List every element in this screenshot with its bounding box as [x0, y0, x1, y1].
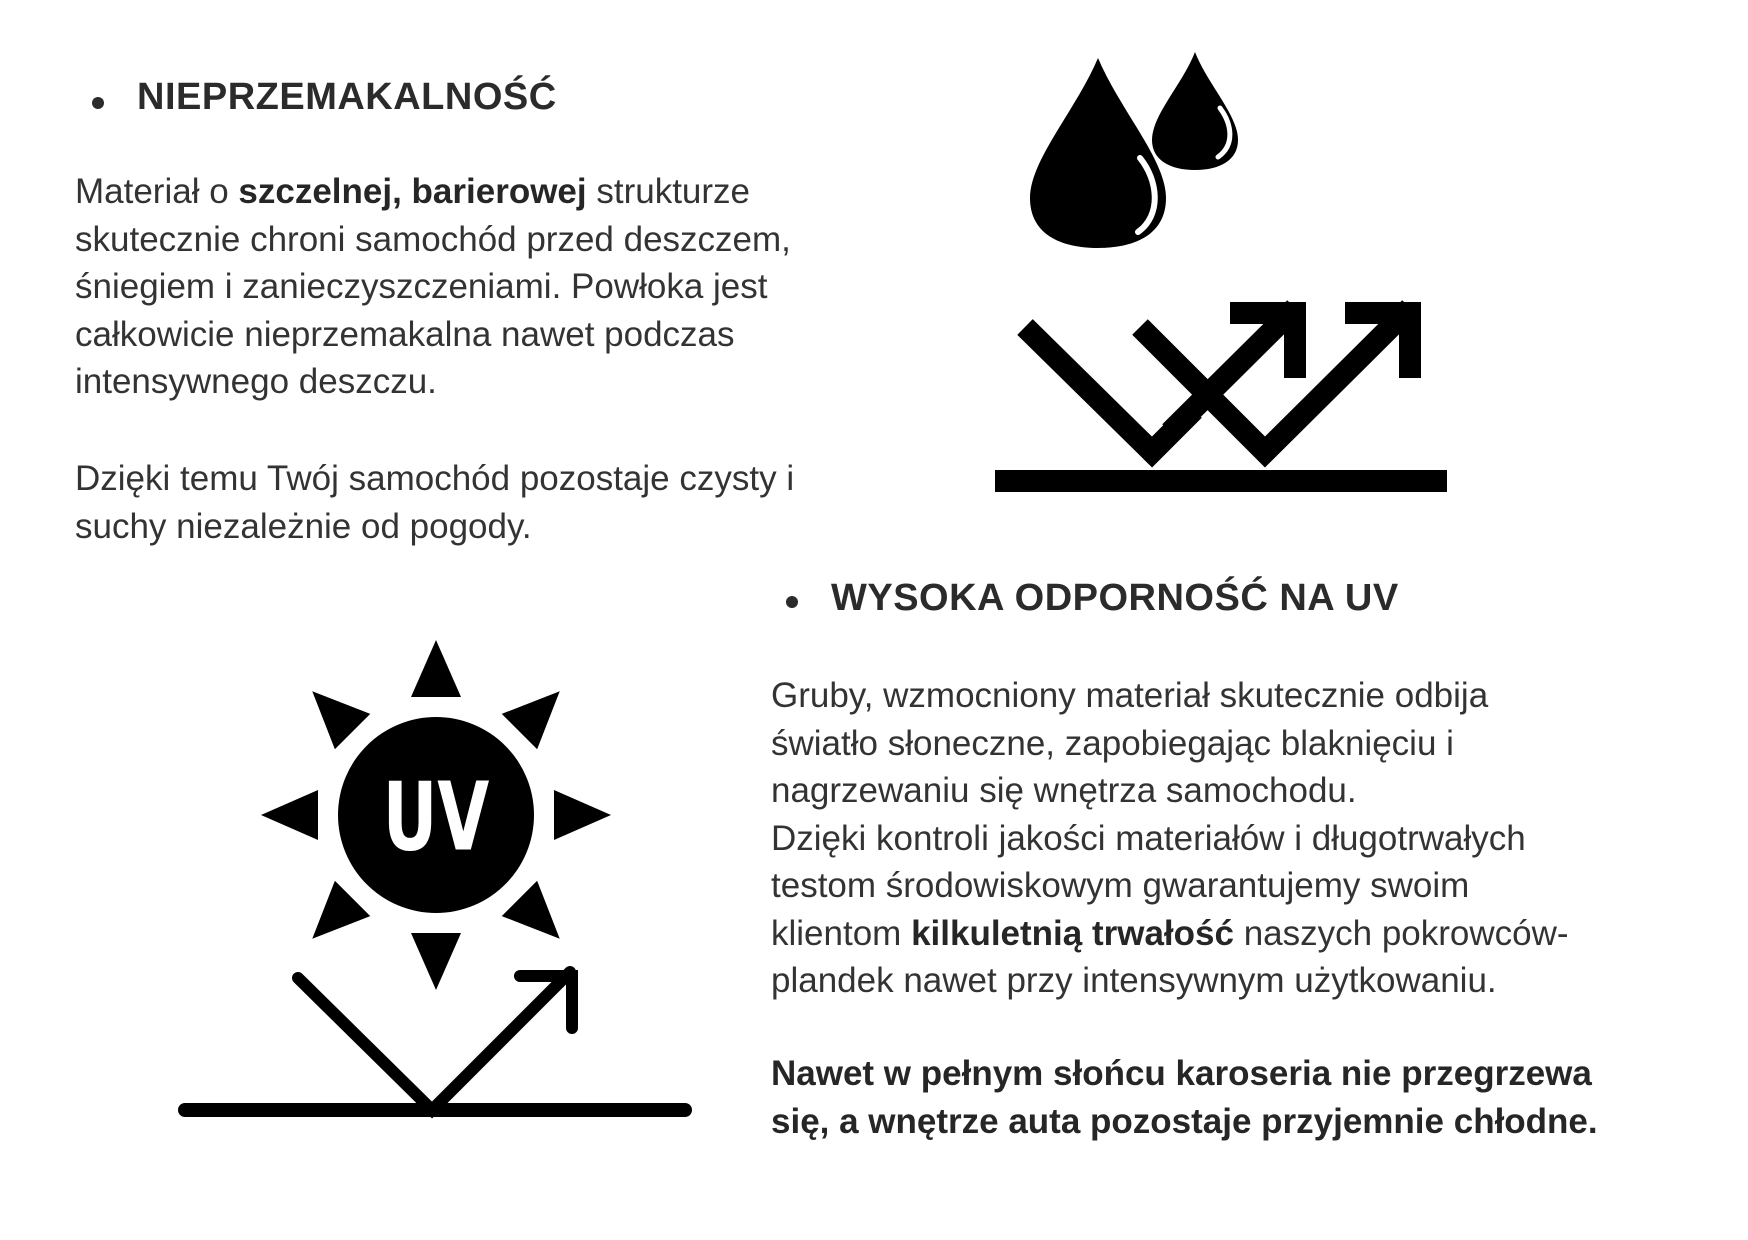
text-line: śniegiem i zanieczyszczeniami. Powłoka jest	[75, 267, 768, 306]
text-line: plandek nawet przy intensywnym użytkowaniu.	[771, 961, 1497, 1000]
surface-line	[995, 470, 1447, 492]
text-line: całkowicie nieprzemakalna nawet podczas	[75, 314, 735, 354]
text-line: Dzięki kontroli jakości materiałów i długotrwałych	[771, 818, 1526, 858]
text-line: intensywnego deszczu.	[75, 362, 437, 401]
text-line: Dzięki temu Twój samochód pozostaje czysty i	[75, 459, 795, 498]
text-line: światło słoneczne, zapobiegając blaknięciu i	[771, 723, 1454, 763]
text-line: Materiał o szczelnej, barierowej strukturze	[75, 172, 751, 211]
water-drop-large-icon	[1030, 58, 1166, 248]
heading-uv: WYSOKA ODPORNOŚĆ NA UV	[831, 577, 1399, 619]
uv-paragraph-1	[771, 672, 1569, 1005]
uv-sun-reflect-icon	[170, 640, 710, 1130]
text-line: skutecznie chroni samochód przed deszczem,	[75, 219, 791, 259]
text-line: Gruby, wzmocniony materiał skutecznie odbija	[771, 676, 1489, 715]
text-line: się, a wnętrze auta pozostaje przyjemnie chłodne.	[771, 1101, 1598, 1141]
text-line: testom środowiskowym gwarantujemy swoim	[771, 866, 1470, 905]
waterproof-paragraph-1	[75, 168, 791, 406]
text-line: Nawet w pełnym słońcu karoseria nie przegrzewa	[771, 1054, 1592, 1093]
text-line: klientom kilkuletnią trwałość naszych pokrowców-	[771, 913, 1569, 953]
text-line: suchy niezależnie od pogody.	[75, 506, 532, 546]
uv-label: UV	[382, 763, 490, 873]
heading-waterproof: NIEPRZEMAKALNOŚĆ	[137, 76, 557, 118]
bullet-waterproof	[92, 97, 104, 109]
text-line: nagrzewaniu się wnętrza samochodu.	[771, 771, 1357, 810]
waterproof-paragraph-2	[75, 455, 794, 550]
sun-icon	[189, 640, 684, 1062]
bold-phrase: szczelnej, barierowej	[238, 172, 587, 211]
bullet-uv	[786, 596, 798, 608]
water-drops-repel-icon	[980, 40, 1460, 500]
uv-paragraph-2	[771, 1050, 1598, 1145]
bold-phrase: kilkuletnią trwałość	[911, 913, 1234, 953]
